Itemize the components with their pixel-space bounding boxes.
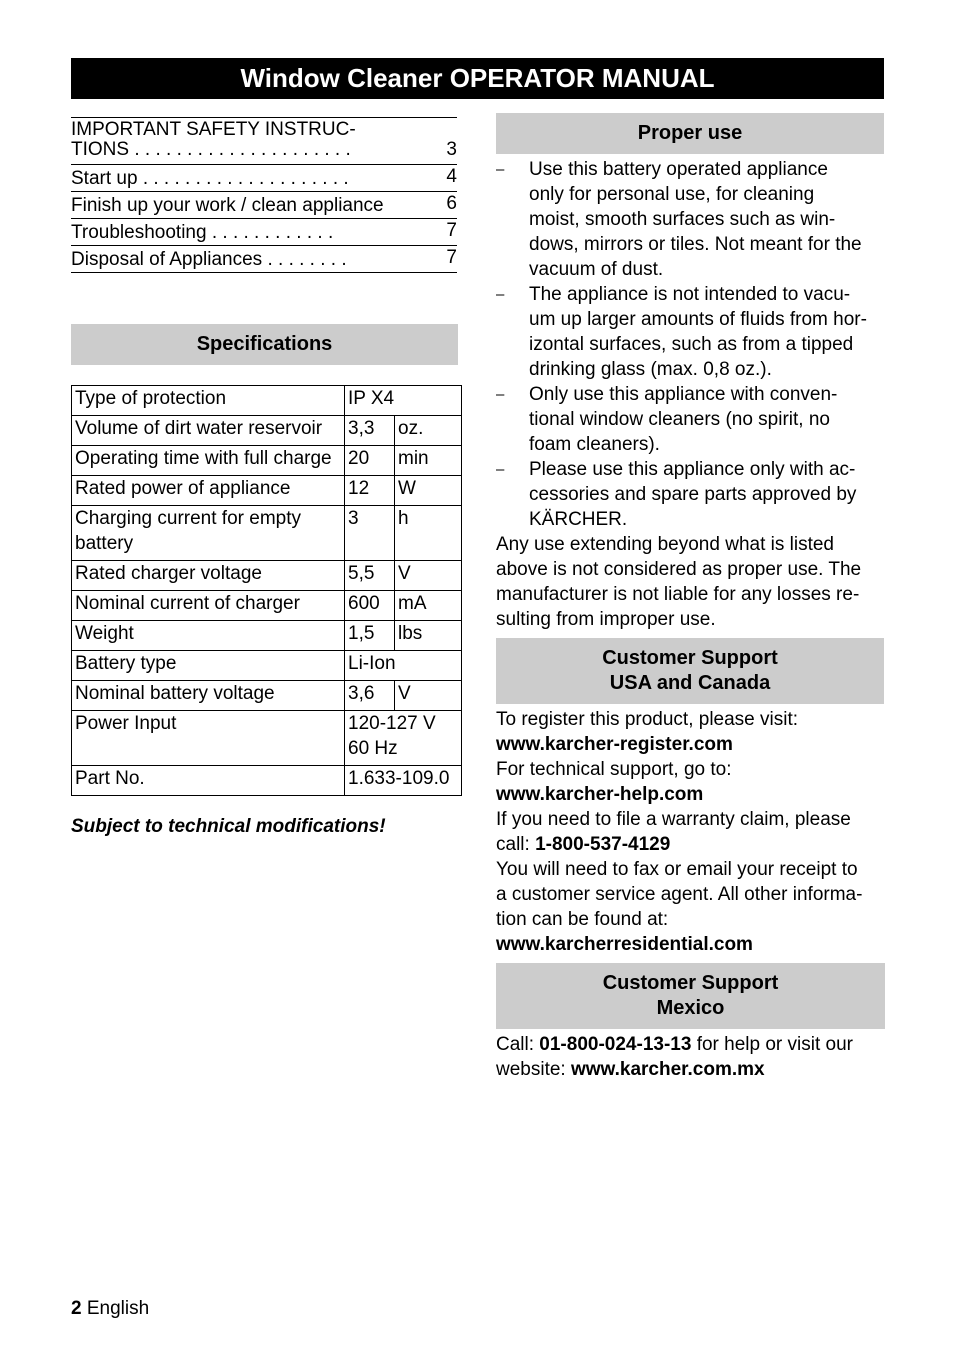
warranty-call-line bbox=[496, 832, 888, 857]
heading-line: USA and Canada bbox=[609, 672, 771, 694]
table-row bbox=[72, 766, 462, 796]
toc-entry-text: TIONS . . . . . . . . . . . . . . . . . . . . . bbox=[71, 139, 351, 160]
toc-entry bbox=[71, 165, 457, 192]
spec-value: 600 bbox=[345, 591, 395, 621]
page-title: Window Cleaner OPERATOR MANUAL bbox=[71, 58, 884, 99]
spec-label: Nominal battery voltage bbox=[72, 681, 345, 711]
spec-label: Rated power of appliance bbox=[72, 476, 345, 506]
toc-entry bbox=[71, 192, 457, 219]
residential-link[interactable]: www.karcherresidential.com bbox=[496, 934, 753, 955]
specifications-heading bbox=[71, 324, 458, 365]
tech-support-text: For technical support, go to: bbox=[496, 759, 732, 780]
list-item-line: moist, smooth surfaces such as win- bbox=[529, 209, 836, 230]
paragraph-line: sulting from improper use. bbox=[496, 609, 716, 630]
list-item-line: dows, mirrors or tiles. Not meant for the bbox=[529, 234, 862, 255]
list-item bbox=[496, 382, 888, 457]
spec-unit: min bbox=[395, 446, 462, 476]
spec-unit: lbs bbox=[395, 621, 462, 651]
toc-page-number: 4 bbox=[446, 166, 457, 187]
toc-entry-text: Start up . . . . . . . . . . . . . . . . . . . . bbox=[71, 168, 349, 189]
list-item-line: Use this battery operated appliance bbox=[529, 159, 828, 180]
spec-value: Li-Ion bbox=[345, 651, 462, 681]
table-row bbox=[72, 561, 462, 591]
spec-value: 5,5 bbox=[345, 561, 395, 591]
toc-entry bbox=[71, 246, 457, 273]
toc-page-number: 7 bbox=[446, 247, 457, 268]
list-item-line: only for personal use, for cleaning bbox=[529, 184, 815, 205]
spec-unit: oz. bbox=[395, 416, 462, 446]
spec-label: Volume of dirt water reservoir bbox=[72, 416, 345, 446]
footer-language: English bbox=[81, 1298, 150, 1319]
proper-use-heading bbox=[496, 113, 884, 154]
support-mexico-body bbox=[496, 1032, 888, 1082]
heading-line: Customer Support bbox=[602, 972, 779, 994]
mexico-website-line bbox=[496, 1057, 888, 1082]
warranty-phone[interactable]: 1-800-537-4129 bbox=[535, 834, 671, 855]
fax-text-line: You will need to fax or email your receipt to bbox=[496, 859, 858, 880]
spec-value: 120-127 V bbox=[348, 713, 436, 734]
table-row bbox=[72, 416, 462, 446]
support-mexico-heading bbox=[496, 963, 885, 1029]
spec-label: Part No. bbox=[72, 766, 345, 796]
spec-value: 1,5 bbox=[345, 621, 395, 651]
list-item-line: um up larger amounts of fluids from hor- bbox=[529, 309, 867, 330]
table-row bbox=[72, 506, 462, 561]
spec-unit: h bbox=[395, 506, 462, 561]
list-item-line: The appliance is not intended to vacu- bbox=[529, 284, 851, 305]
list-item-line: Only use this appliance with conven- bbox=[529, 384, 838, 405]
list-item bbox=[496, 157, 888, 282]
toc-page-number: 6 bbox=[446, 193, 457, 214]
spec-value: 20 bbox=[345, 446, 395, 476]
spec-label: Operating time with full charge bbox=[72, 446, 345, 476]
spec-value: 3,6 bbox=[345, 681, 395, 711]
heading-line: Mexico bbox=[656, 997, 725, 1019]
spec-label: Battery type bbox=[72, 651, 345, 681]
table-row bbox=[72, 651, 462, 681]
mexico-call-line bbox=[496, 1032, 888, 1057]
list-item-line: cessories and spare parts approved by bbox=[529, 484, 857, 505]
spec-label: Power Input bbox=[72, 711, 345, 766]
specifications-heading-text: Specifications bbox=[196, 333, 333, 355]
list-item-line: vacuum of dust. bbox=[529, 259, 664, 280]
toc-entry bbox=[71, 219, 457, 246]
spec-label: Nominal current of charger bbox=[72, 591, 345, 621]
spec-unit: V bbox=[395, 561, 462, 591]
call-label: call: bbox=[496, 834, 536, 855]
spec-unit: mA bbox=[395, 591, 462, 621]
fax-text-line: tion can be found at: bbox=[496, 909, 669, 930]
list-item-line: KÄRCHER. bbox=[529, 509, 628, 530]
toc-entry-text: Finish up your work / clean appliance bbox=[71, 195, 384, 216]
dash-bullet: – bbox=[496, 386, 505, 403]
spec-value: 3 bbox=[345, 506, 395, 561]
mexico-website-link[interactable]: www.karcher.com.mx bbox=[570, 1059, 765, 1080]
proper-use-list bbox=[496, 157, 888, 532]
support-usa-heading bbox=[496, 638, 884, 704]
register-text: To register this product, please visit: bbox=[496, 709, 799, 730]
specifications-note: Subject to technical modifications! bbox=[71, 816, 386, 837]
table-row bbox=[72, 386, 462, 416]
register-link[interactable]: www.karcher-register.com bbox=[496, 734, 733, 755]
paragraph-line: Any use extending beyond what is listed bbox=[496, 534, 834, 555]
table-row bbox=[72, 476, 462, 506]
dash-bullet: – bbox=[496, 286, 505, 303]
proper-use-heading-text: Proper use bbox=[637, 122, 743, 144]
call-suffix: for help or visit our bbox=[691, 1034, 853, 1055]
spec-value: 1.633-109.0 bbox=[345, 766, 462, 796]
dash-bullet: – bbox=[496, 161, 505, 178]
list-item-line: izontal surfaces, such as from a tipped bbox=[529, 334, 854, 355]
spec-value: 3,3 bbox=[345, 416, 395, 446]
page-footer bbox=[71, 1296, 149, 1321]
toc-page-number: 3 bbox=[446, 139, 457, 160]
spec-label: Type of protection bbox=[72, 386, 345, 416]
page-number: 2 bbox=[71, 1298, 82, 1319]
spec-label: Weight bbox=[72, 621, 345, 651]
proper-use-paragraph bbox=[496, 532, 888, 632]
list-item-line: Please use this appliance only with ac- bbox=[529, 459, 856, 480]
list-item-line: drinking glass (max. 0,8 oz.). bbox=[529, 359, 772, 380]
spec-unit: V bbox=[395, 681, 462, 711]
table-of-contents bbox=[71, 117, 457, 273]
paragraph-line: manufacturer is not liable for any losses re- bbox=[496, 584, 860, 605]
tech-support-link[interactable]: www.karcher-help.com bbox=[496, 784, 704, 805]
list-item bbox=[496, 282, 888, 382]
spec-unit: W bbox=[395, 476, 462, 506]
toc-entry bbox=[71, 118, 457, 165]
warranty-text: If you need to file a warranty claim, please bbox=[496, 809, 851, 830]
paragraph-line: above is not considered as proper use. The bbox=[496, 559, 862, 580]
table-row bbox=[72, 711, 462, 766]
table-row bbox=[72, 681, 462, 711]
table-row bbox=[72, 621, 462, 651]
toc-page-number: 7 bbox=[446, 220, 457, 241]
spec-value: IP X4 bbox=[345, 386, 462, 416]
toc-entry-text: Disposal of Appliances . . . . . . . . bbox=[71, 249, 347, 270]
dash-bullet: – bbox=[496, 461, 505, 478]
spec-label: Rated charger voltage bbox=[72, 561, 345, 591]
list-item-line: tional window cleaners (no spirit, no bbox=[529, 409, 830, 430]
spec-value: 60 Hz bbox=[348, 738, 398, 759]
toc-entry-text: IMPORTANT SAFETY INSTRUC- bbox=[71, 119, 356, 140]
list-item bbox=[496, 457, 888, 532]
support-usa-body bbox=[496, 707, 888, 957]
table-row bbox=[72, 446, 462, 476]
fax-text-line: a customer service agent. All other informa- bbox=[496, 884, 863, 905]
website-label: website: bbox=[496, 1059, 571, 1080]
toc-entry-text: Troubleshooting . . . . . . . . . . . . bbox=[71, 222, 334, 243]
heading-line: Customer Support bbox=[602, 647, 778, 669]
spec-value-multiline bbox=[345, 711, 462, 766]
spec-label: Charging current for empty battery bbox=[72, 506, 345, 561]
mexico-phone[interactable]: 01-800-024-13-13 bbox=[539, 1034, 692, 1055]
call-label: Call: bbox=[496, 1034, 540, 1055]
spec-value: 12 bbox=[345, 476, 395, 506]
list-item-line: foam cleaners). bbox=[529, 434, 660, 455]
specifications-table bbox=[71, 385, 462, 796]
table-row bbox=[72, 591, 462, 621]
